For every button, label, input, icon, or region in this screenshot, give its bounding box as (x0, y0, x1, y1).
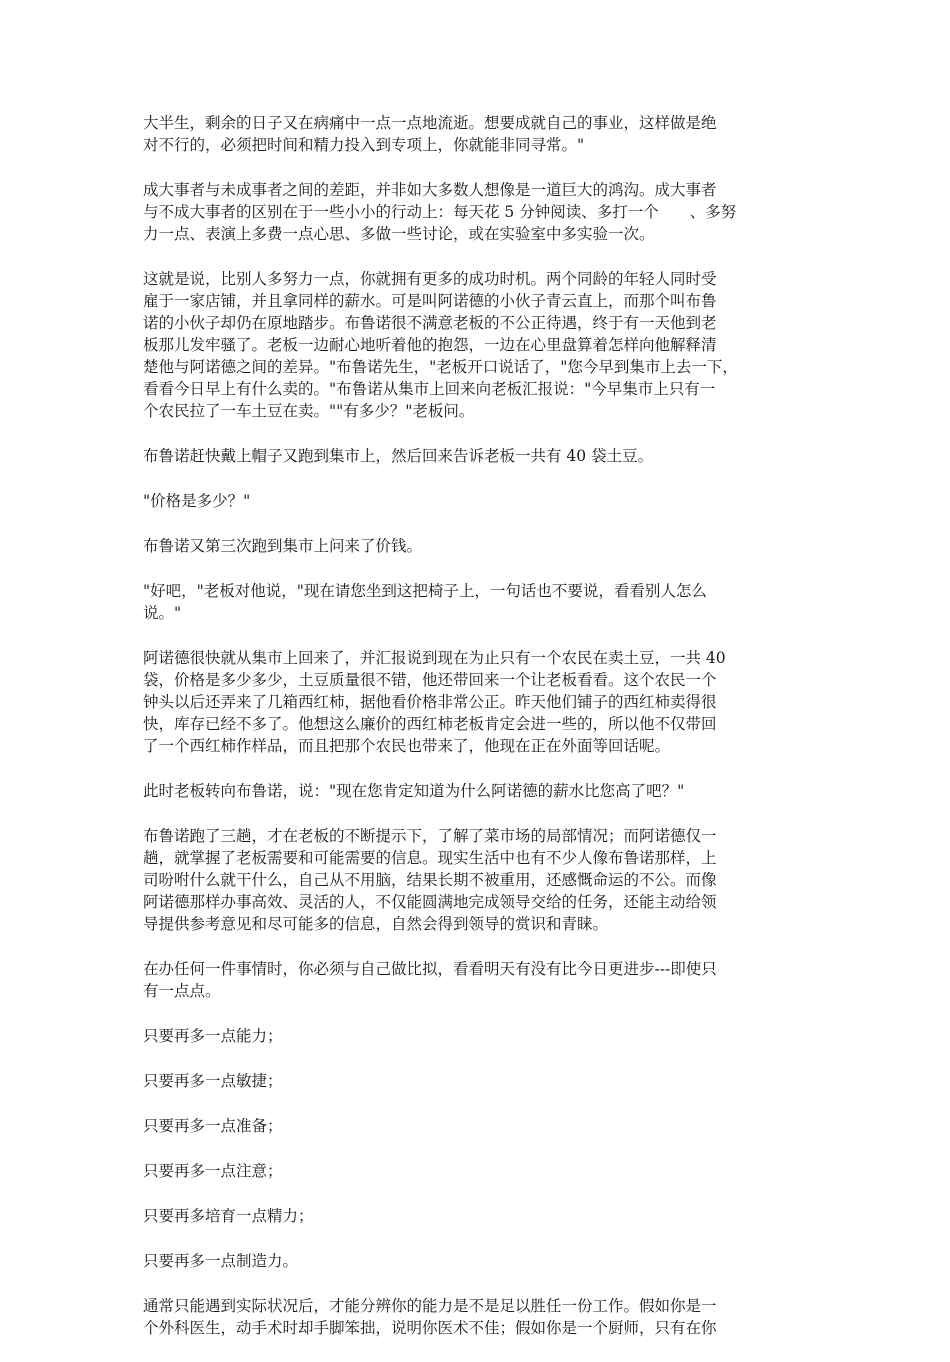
paragraph: 布鲁诺又第三次跑到集市上问来了价钱。 (143, 537, 423, 555)
paragraph: 成大事者与未成事者之间的差距，并非如大多数人想像是一道巨大的鸿沟。成大事者 与不成大事者的区别在于一些小小的行动上：每天花 5 分钟阅读、多打一个 、多努 力一点、表演上多费一点心思、多做一些讨论，或在实验室中多实验一次。 (143, 181, 737, 243)
paragraph: 只要再多一点注意； (143, 1162, 283, 1180)
paragraph: "好吧，"老板对他说，"现在请您坐到这把椅子上，一句话也不要说，看看别人怎么 说。" (143, 582, 707, 622)
paragraph: 布鲁诺跑了三趟，才在老板的不断提示下，了解了菜市场的局部情况；而阿诺德仅一 趟，就掌握了老板需要和可能需要的信息。现实生活中也有不少人像布鲁诺那样，上 司吩咐什么就干什么，自己从不用脑，结果长期不被重用，还感慨命运的不公。而像 阿诺德那样办事高效、灵活的人，不仅能圆满地完成领导交给的任务，还能主动给领 导提供参考意见和尽可能多的信息，自然会得到领导的赏识和青睐。 (143, 827, 717, 933)
paragraph: 大半生，剩余的日子又在病痛中一点一点地流逝。想要成就自己的事业，这样做是绝 对不行的，必须把时间和精力投入到专项上，你就能非同寻常。" (143, 114, 717, 154)
paragraph: 只要再多一点能力； (143, 1027, 283, 1045)
document-body (143, 112, 809, 1362)
paragraph: 在办任何一件事情时，你必须与自己做比拟，看看明天有没有比今日更进步---即使只 有一点点。 (143, 960, 717, 1000)
paragraph: "价格是多少？" (143, 492, 251, 510)
paragraph: 只要再多一点制造力。 (143, 1252, 299, 1270)
paragraph: 只要再多培育一点精力； (143, 1207, 314, 1225)
paragraph: 通常只能遇到实际状况后，才能分辨你的能力是不是足以胜任一份工作。假如你是一 个外科医生，动手术时却手脚笨拙，说明你医术不佳；假如你是一个厨师，只有在你 (143, 1297, 717, 1337)
paragraph: 只要再多一点准备； (143, 1117, 283, 1135)
paragraph: 只要再多一点敏捷； (143, 1072, 283, 1090)
paragraph: 布鲁诺赶快戴上帽子又跑到集市上，然后回来告诉老板一共有 40 袋土豆。 (143, 447, 654, 465)
paragraph: 这就是说，比别人多努力一点，你就拥有更多的成功时机。两个同龄的年轻人同时受 雇于一家店铺，并且拿同样的薪水。可是叫阿诺德的小伙子青云直上，而那个叫布鲁 诺的小伙子却仍在原地踏步。布鲁诺很不满意老板的不公正待遇，终于有一天他到老 板那儿发牢骚了。老板一边耐心地听着他的抱怨，一边在心里盘算着怎样向他解释清 楚他与阿诺德之间的差异。"布鲁诺先生，"老板开口说话了，"您今早到集市上去一下， 看看今日早上有什么卖的。"布鲁诺从集市上回来向老板汇报说："今早集市上只有一 个农民拉了一车土豆在卖。""有多少？"老板问。 (143, 270, 738, 420)
paragraph: 此时老板转向布鲁诺，说："现在您肯定知道为什么阿诺德的薪水比您高了吧？" (143, 782, 685, 800)
paragraph: 阿诺德很快就从集市上回来了，并汇报说到现在为止只有一个农民在卖土豆，一共 40 袋，价格是多少多少，土豆质量很不错，他还带回来一个让老板看看。这个农民一个 钟头以后还弄来了几箱西红柿，据他看价格非常公正。昨天他们铺子的西红柿卖得很 快，库存已经不多了。他想这么廉价的西红柿老板肯定会进一些的，所以他不仅带回 了一个西红柿作样品，而且把那个农民也带来了，他现在正在外面等回话呢。 (143, 649, 726, 755)
